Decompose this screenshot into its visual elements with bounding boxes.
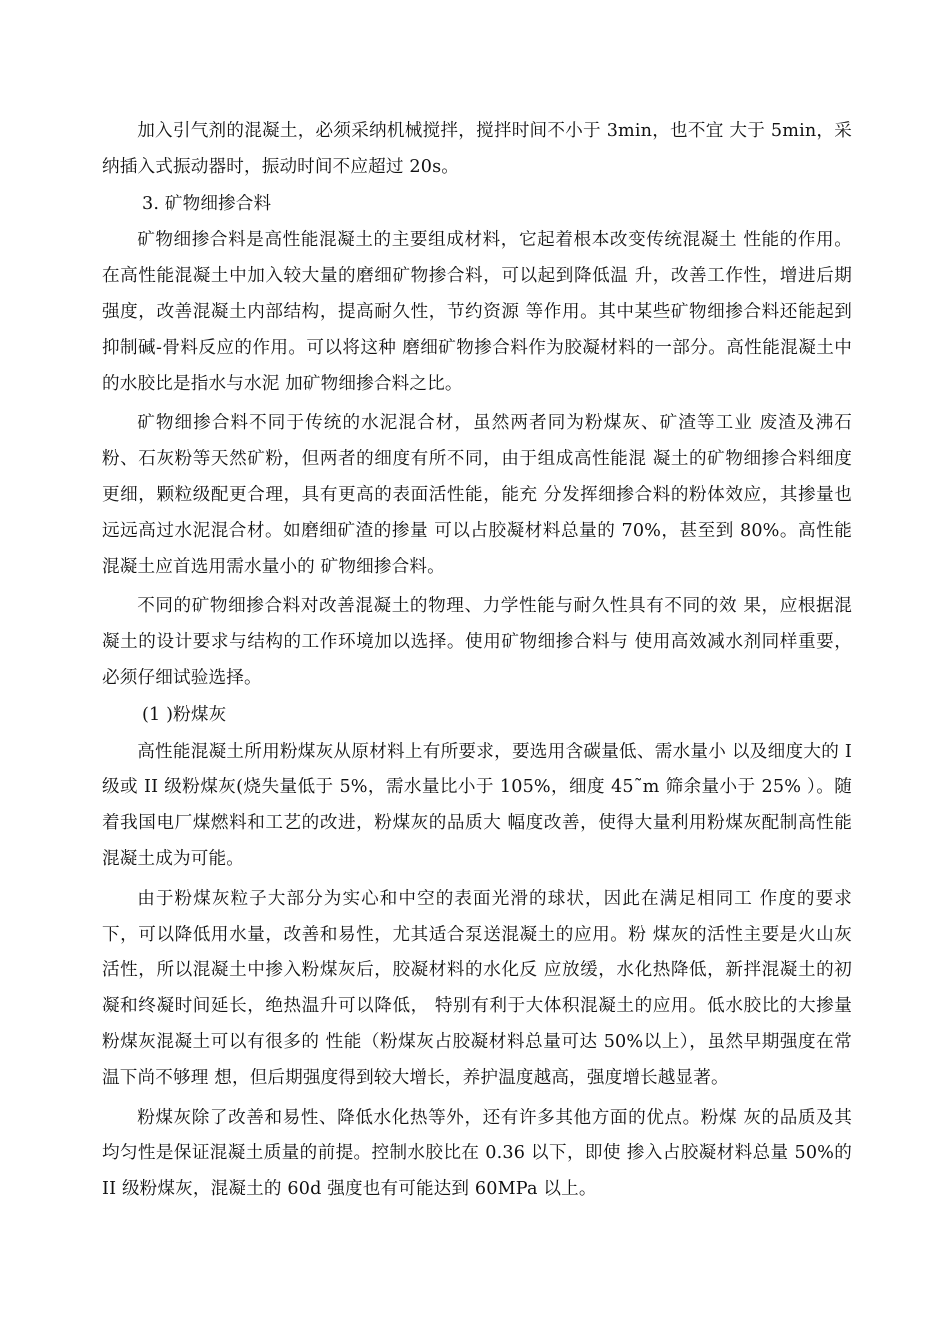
paragraph-fly-ash-advantages: 粉煤灰除了改善和易性、降低水化热等外，还有许多其他方面的优点。粉煤 灰的品质及其均匀性是保证混凝土质量的前提。控制水胶比在 0.36 以下，即使 掺入占胶凝材料总量 50%的 II 级粉煤灰，混凝土的 60d 强度也有可能达到 60MPa 以上。 xyxy=(102,1107,852,1200)
paragraph-fly-ash-requirements: 高性能混凝土所用粉煤灰从原材料上有所要求，要选用含碳量低、需水量小 以及细度大的 I 级或 II 级粉煤灰(烧失量低于 5%，需水量比小于 105%，细度 45˜m 筛余量小于 25% ）。随着我国电厂煤燃料和工艺的改进，粉煤灰的品质大 幅度改善，使得大量利用粉煤灰配制高性能混凝土成为可能。 xyxy=(102,741,852,869)
paragraph-fly-ash-properties: 由于粉煤灰粒子大部分为实心和中空的表面光滑的球状，因此在满足相同工 作度的要求下，可以降低用水量，改善和易性，尤其适合泵送混凝土的应用。粉 煤灰的活性主要是火山灰活性，所以混凝土中掺入粉煤灰后，胶凝材料的水化反 应放缓，水化热降低，新拌混凝土的初凝和终凝时间延长，绝热温升可以降低， 特别有利于大体积混凝土的应用。低水胶比的大掺量粉煤灰混凝土可以有很多的 性能（粉煤灰占胶凝材料总量可达 50%以上），虽然早期强度在常温下尚不够理 想，但后期强度得到较大增长，养护温度越高，强度增长越显著。 xyxy=(102,888,852,1088)
paragraph-mineral-admixture-intro: 矿物细掺合料是高性能混凝土的主要组成材料，它起着根本改变传统混凝土 性能的作用。在高性能混凝土中加入较大量的磨细矿物掺合料，可以起到降低温 升，改善工作性，增进后期强度，改善混凝土内部结构，提高耐久性，节约资源 等作用。其中某些矿物细掺合料还能起到抑制碱-骨料反应的作用。可以将这种 磨细矿物掺合料作为胶凝材料的一部分。高性能混凝土中的水胶比是指水与水泥 加矿物细掺合料之比。 xyxy=(102,230,852,394)
paragraph-mineral-vs-cement-blend: 矿物细掺合料不同于传统的水泥混合材，虽然两者同为粉煤灰、矿渣等工业 废渣及沸石粉、石灰粉等天然矿粉，但两者的细度有所不同，由于组成高性能混 凝土的矿物细掺合料细度更细，颗粒级配更合理，具有更高的表面活性能，能充 分发挥细掺合料的粉体效应，其掺量也远远高过水泥混合材。如磨细矿渣的掺量 可以占胶凝材料总量的 70%，甚至到 80%。高性能混凝土应首选用需水量小的 矿物细掺合料。 xyxy=(102,413,852,577)
paragraph-admixture-selection: 不同的矿物细掺合料对改善混凝土的物理、力学性能与耐久性具有不同的效 果，应根据混凝土的设计要求与结构的工作环境加以选择。使用矿物细掺合料与 使用高效减水剂同样重要，必须仔细试验选择。 xyxy=(102,596,852,688)
paragraph-air-entraining-mixing: 加入引气剂的混凝土，必须采纳机械搅拌，搅拌时间不小于 3min，也不宜 大于 5min，采纳插入式振动器时，振动时间不应超过 20s。 xyxy=(102,121,852,177)
section-heading-mineral-admixture: 3. 矿物细掺合料 xyxy=(142,193,272,214)
document-page xyxy=(102,114,852,1208)
subheading-fly-ash: (1 )粉煤灰 xyxy=(142,704,227,725)
